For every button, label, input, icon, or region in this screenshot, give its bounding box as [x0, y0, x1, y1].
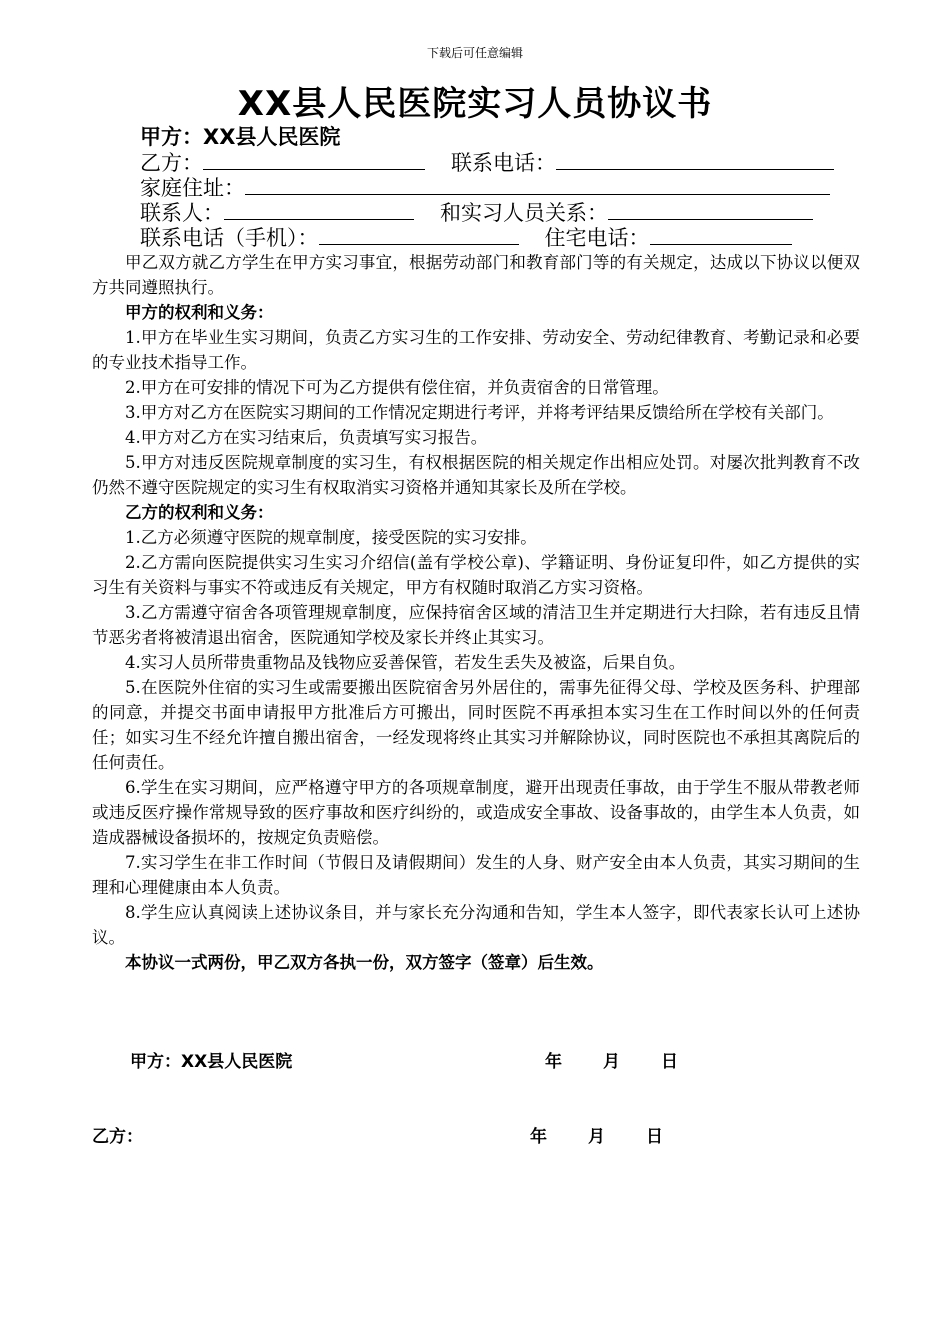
party-a-signature: 甲方：XX县人民医院 [130, 1052, 293, 1072]
party-b-item-3: 3.乙方需遵守宿舍各项管理规章制度，应保持宿舍区域的清洁卫生并定期进行大扫除，若有违反且情节恶劣者将被清退出宿舍，医院通知学校及家长并终止其实习。 [92, 603, 860, 647]
party-b-signature: 乙方： [92, 1127, 143, 1147]
party-b-item-1: 1.乙方必须遵守医院的规章制度，接受医院的实习安排。 [125, 528, 537, 547]
agreement-body [92, 250, 860, 975]
header-note: 下载后可任意编辑 [426, 46, 523, 60]
party-b-field[interactable] [203, 149, 425, 170]
party-b-date [530, 1122, 704, 1147]
party-b-year: 年 [530, 1127, 547, 1147]
party-a-item-1: 1.甲方在毕业生实习期间，负责乙方实习生的工作安排、劳动安全、劳动纪律教育、考勤记录和必要的专业技术指导工作。 [92, 328, 860, 372]
document-title: XX县人民医院实习人员协议书 [237, 84, 713, 124]
party-a-day: 日 [661, 1052, 678, 1072]
party-b-row [140, 149, 834, 175]
party-b-item-4: 4.实习人员所带贵重物品及钱物应妥善保管，若发生丢失及被盗，后果自负。 [125, 653, 686, 672]
party-b-item-7: 7.实习学生在非工作时间（节假日及请假期间）发生的人身、财产安全由本人负责，其实习期间的生理和心理健康由本人负责。 [92, 853, 860, 897]
party-a-year: 年 [545, 1052, 562, 1072]
party-a-line: 甲方：XX县人民医院 [140, 125, 341, 149]
contact-person-label: 联系人： [140, 201, 224, 225]
party-b-month: 月 [588, 1127, 605, 1147]
home-address-row [140, 174, 830, 200]
party-a-item-2: 2.甲方在可安排的情况下可为乙方提供有偿住宿，并负责宿舍的日常管理。 [125, 378, 669, 397]
party-b-heading: 乙方的权利和义务： [125, 503, 274, 522]
mobile-row [140, 224, 792, 250]
contact-phone-field[interactable] [556, 149, 834, 170]
mobile-field[interactable] [319, 224, 519, 245]
contact-person-row [140, 199, 813, 225]
home-address-label: 家庭住址： [140, 176, 245, 200]
home-address-field[interactable] [245, 174, 830, 195]
contact-person-field[interactable] [224, 199, 414, 220]
home-phone-field[interactable] [650, 224, 792, 245]
mobile-label: 联系电话（手机）： [140, 226, 319, 250]
intro-paragraph: 甲乙双方就乙方学生在甲方实习事宜，根据劳动部门和教育部门等的有关规定，达成以下协议以便双方共同遵照执行。 [92, 253, 860, 297]
party-a-month: 月 [603, 1052, 620, 1072]
party-a-item-4: 4.甲方对乙方在实习结束后，负责填写实习报告。 [125, 428, 488, 447]
party-a-heading: 甲方的权利和义务： [125, 303, 274, 322]
party-b-label: 乙方： [140, 151, 203, 175]
contact-phone-label: 联系电话： [451, 151, 556, 175]
closing-statement: 本协议一式两份，甲乙双方各执一份，双方签字（签章）后生效。 [125, 953, 604, 972]
party-b-item-2: 2.乙方需向医院提供实习生实习介绍信(盖有学校公章)、学籍证明、身份证复印件，如乙方提供的实习生有关资料与事实不符或违反有关规定，甲方有权随时取消乙方实习资格。 [92, 553, 860, 597]
party-b-item-6: 6.学生在实习期间，应严格遵守甲方的各项规章制度，避开出现责任事故，由于学生不服从带教老师或违反医疗操作常规导致的医疗事故和医疗纠纷的，或造成安全事故、设备事故的，由学生本人负责，如造成器械设备损坏的，按规定负责赔偿。 [92, 778, 860, 847]
party-a-date [545, 1047, 719, 1072]
home-phone-label: 住宅电话： [544, 226, 650, 250]
relation-label: 和实习人员关系： [440, 201, 608, 225]
party-b-item-8: 8.学生应认真阅读上述协议条目，并与家长充分沟通和告知，学生本人签字，即代表家长认可上述协议。 [92, 903, 860, 947]
party-a-item-5: 5.甲方对违反医院规章制度的实习生，有权根据医院的相关规定作出相应处罚。对屡次批判教育不改仍然不遵守医院规定的实习生有权取消实习资格并通知其家长及所在学校。 [92, 453, 860, 497]
relation-field[interactable] [608, 199, 813, 220]
party-a-item-3: 3.甲方对乙方在医院实习期间的工作情况定期进行考评，并将考评结果反馈给所在学校有关部门。 [125, 403, 834, 422]
party-b-day: 日 [646, 1127, 663, 1147]
party-b-item-5: 5.在医院外住宿的实习生或需要搬出医院宿舍另外居住的，需事先征得父母、学校及医务科、护理部的同意，并提交书面申请报甲方批准后方可搬出，同时医院不再承担本实习生在工作时间以外的任何责任；如实习生不经允许擅自搬出宿舍，一经发现将终止其实习并解除协议，同时医院也不承担其离院后的任何责任。 [92, 678, 860, 772]
